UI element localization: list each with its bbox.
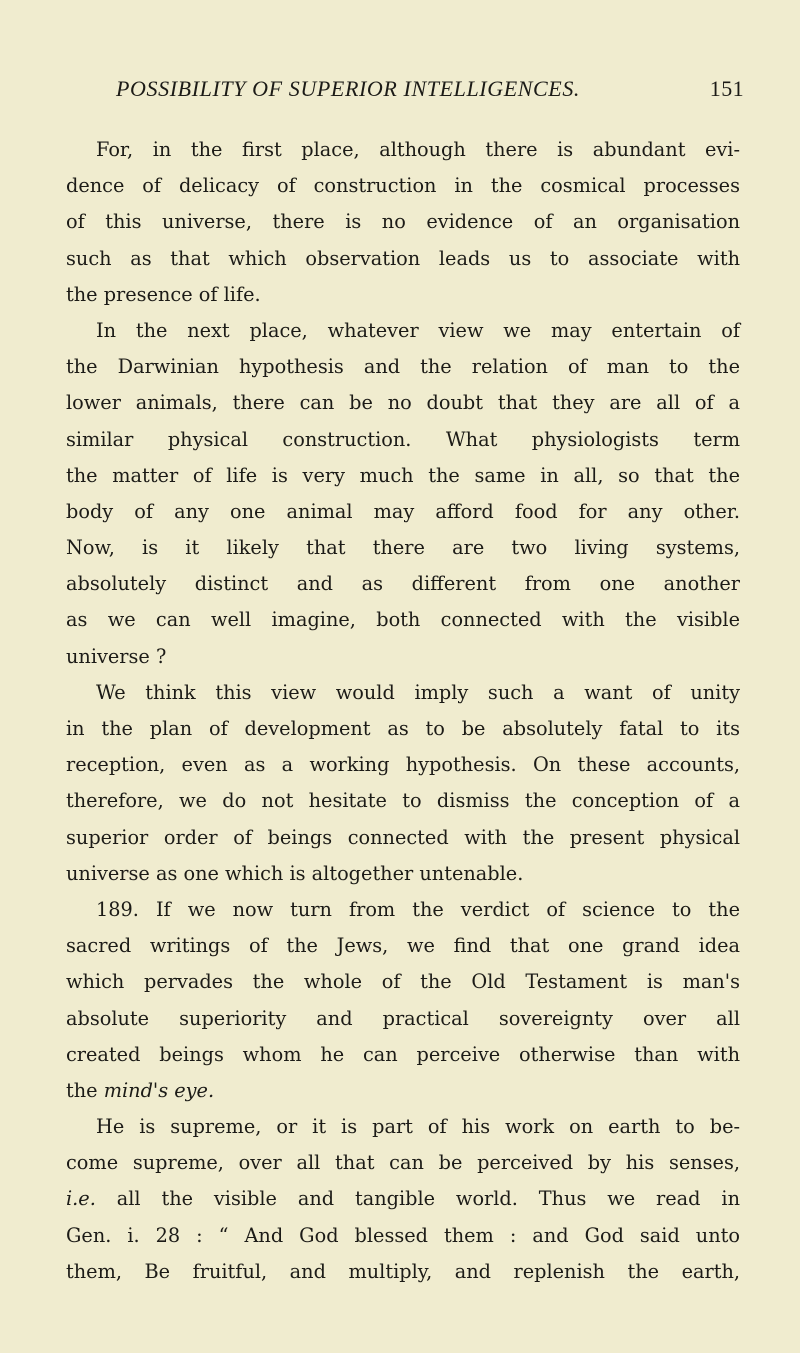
body-text bbox=[66, 132, 740, 1290]
text-line: He is supreme, or it is part of his work on earth to be- bbox=[96, 1115, 740, 1139]
text-line: the Darwinian hypothesis and the relation of man to the bbox=[66, 355, 740, 379]
text-line: absolutely distinct and as different from one another bbox=[66, 572, 740, 596]
text-line: dence of delicacy of construction in the cosmical processes bbox=[66, 174, 740, 198]
text-line: the matter of life is very much the same in all, so that the bbox=[66, 463, 740, 487]
text-line: created beings whom he can perceive otherwise than with bbox=[66, 1042, 740, 1066]
text-line-mixed bbox=[66, 1181, 740, 1217]
text-line: Gen. i. 28 : “ And God blessed them : and God said unto bbox=[66, 1223, 740, 1247]
text-line: For, in the first place, although there is abundant evi- bbox=[96, 138, 740, 161]
text-line: absolute superiority and practical sovereignty over all bbox=[66, 1006, 740, 1030]
italic-abbreviation: i.e. bbox=[66, 1187, 96, 1211]
text-line: superior order of beings connected with the present physical bbox=[66, 825, 740, 849]
text-line: Now, is it likely that there are two living systems, bbox=[66, 536, 740, 560]
text-line: lower animals, there can be no doubt that they are all of a bbox=[66, 391, 740, 415]
italic-phrase: mind's eye. bbox=[103, 1078, 215, 1102]
page-number: 151 bbox=[709, 76, 744, 101]
text-line: In the next place, whatever view we may entertain of bbox=[96, 318, 740, 342]
text-line: which pervades the whole of the Old Testament is man's bbox=[66, 970, 740, 994]
text-line: universe as one which is altogether untenable. bbox=[66, 861, 524, 885]
text-line: similar physical construction. What physiologists term bbox=[66, 427, 740, 451]
text-line: We think this view would imply such a want of unity bbox=[96, 680, 740, 704]
text-line: such as that which observation leads us to associate with bbox=[66, 246, 740, 270]
text-line: in the plan of development as to be absolutely fatal to its bbox=[66, 717, 740, 740]
text-line-mixed bbox=[66, 1073, 740, 1109]
running-title: POSSIBILITY OF SUPERIOR INTELLIGENCES. bbox=[116, 76, 581, 101]
text-line: body of any one animal may afford food for any other. bbox=[66, 499, 740, 523]
text-line: the presence of life. bbox=[66, 282, 261, 306]
text-fragment: the bbox=[66, 1078, 98, 1102]
text-line: as we can well imagine, both connected with the visible bbox=[66, 608, 740, 632]
text-line: come supreme, over all that can be perceived by his senses, bbox=[66, 1151, 740, 1175]
text-line: of this universe, there is no evidence of an organisation bbox=[66, 210, 740, 234]
text-line: universe ? bbox=[66, 644, 167, 668]
text-line: reception, even as a working hypothesis. On these accounts, bbox=[66, 753, 740, 777]
text-fragment: all the visible and tangible world. Thus we read in bbox=[116, 1187, 740, 1211]
text-line: therefore, we do not hesitate to dismiss the conception of a bbox=[66, 789, 740, 813]
page-header bbox=[116, 76, 744, 102]
text-line: sacred writings of the Jews, we find that one grand idea bbox=[66, 934, 740, 958]
text-line: them, Be fruitful, and multiply, and replenish the earth, bbox=[66, 1259, 740, 1283]
text-line: 189. If we now turn from the verdict of science to the bbox=[96, 897, 740, 921]
